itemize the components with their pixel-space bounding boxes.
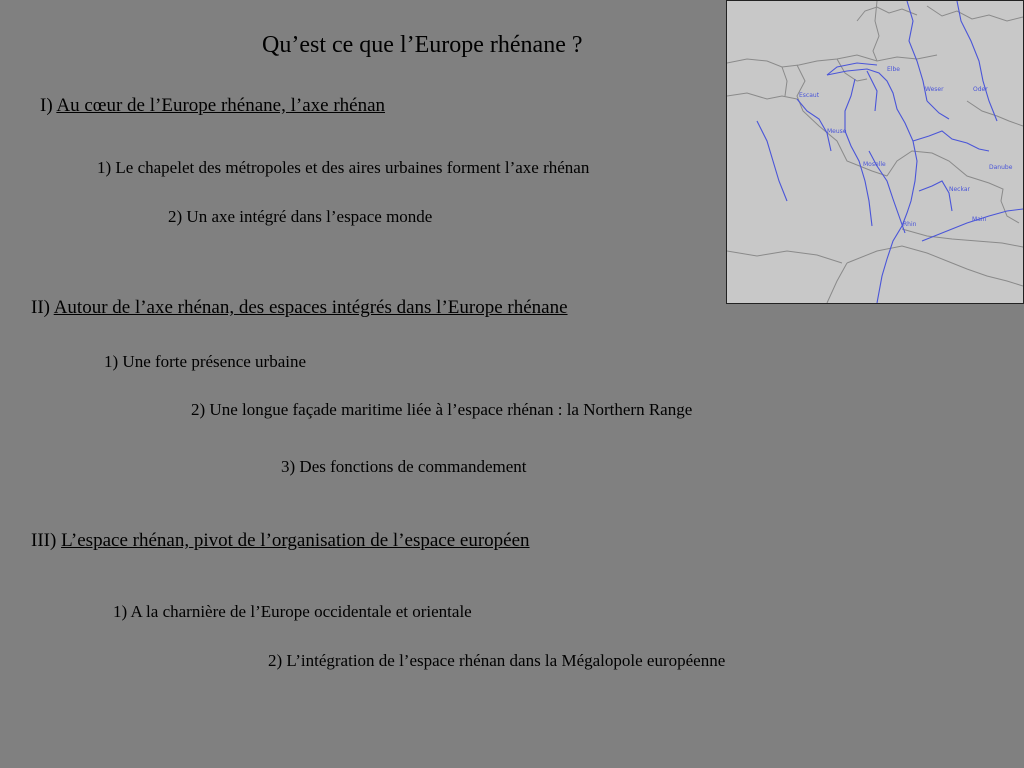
map-river-labels <box>799 66 1013 228</box>
river-label-danube: Danube <box>989 164 1013 171</box>
rhine-region-map <box>726 0 1024 304</box>
section-3-item-2: 2) L’intégration de l’espace rhénan dans la Mégalopole européenne <box>268 651 726 670</box>
section-2-number: II) <box>31 297 50 318</box>
section-1-title: Au cœur de l’Europe rhénane, l’axe rhénan <box>56 95 386 116</box>
section-2-item-1: 1) Une forte présence urbaine <box>104 352 307 371</box>
section-1-item-2: 2) Un axe intégré dans l’espace monde <box>168 207 433 226</box>
river-label-neckar: Neckar <box>949 186 970 193</box>
section-1-number: I) <box>40 95 53 116</box>
map-rivers <box>757 1 1023 303</box>
section-2-item-3: 3) Des fonctions de commandement <box>281 457 527 476</box>
section-3-item-1: 1) A la charnière de l’Europe occidentale et orientale <box>113 602 472 621</box>
river-label-meuse: Meuse <box>827 128 847 135</box>
map-svg <box>727 1 1023 303</box>
section-2-heading <box>31 297 568 319</box>
section-2-title: Autour de l’axe rhénan, des espaces intégrés dans l’Europe rhénane <box>53 297 568 318</box>
river-label-elbe: Elbe <box>887 66 900 73</box>
river-label-escaut: Escaut <box>799 92 820 99</box>
section-3-number: III) <box>31 530 57 551</box>
river-label-weser: Weser <box>925 86 944 93</box>
map-borders <box>727 1 1023 303</box>
river-label-moselle: Moselle <box>863 161 886 168</box>
section-3-title: L’espace rhénan, pivot de l’organisation de l’espace européen <box>61 530 530 551</box>
slide-title: Qu’est ce que l’Europe rhénane ? <box>262 32 583 58</box>
section-3-heading <box>31 530 530 552</box>
section-1-heading <box>40 95 385 117</box>
section-1-item-1: 1) Le chapelet des métropoles et des aires urbaines forment l’axe rhénan <box>97 158 590 177</box>
river-label-main: Main <box>972 216 987 223</box>
river-label-oder: Oder <box>973 86 988 93</box>
section-2-item-2: 2) Une longue façade maritime liée à l’espace rhénan : la Northern Range <box>191 400 693 419</box>
river-label-rhin: Rhin <box>903 221 917 228</box>
